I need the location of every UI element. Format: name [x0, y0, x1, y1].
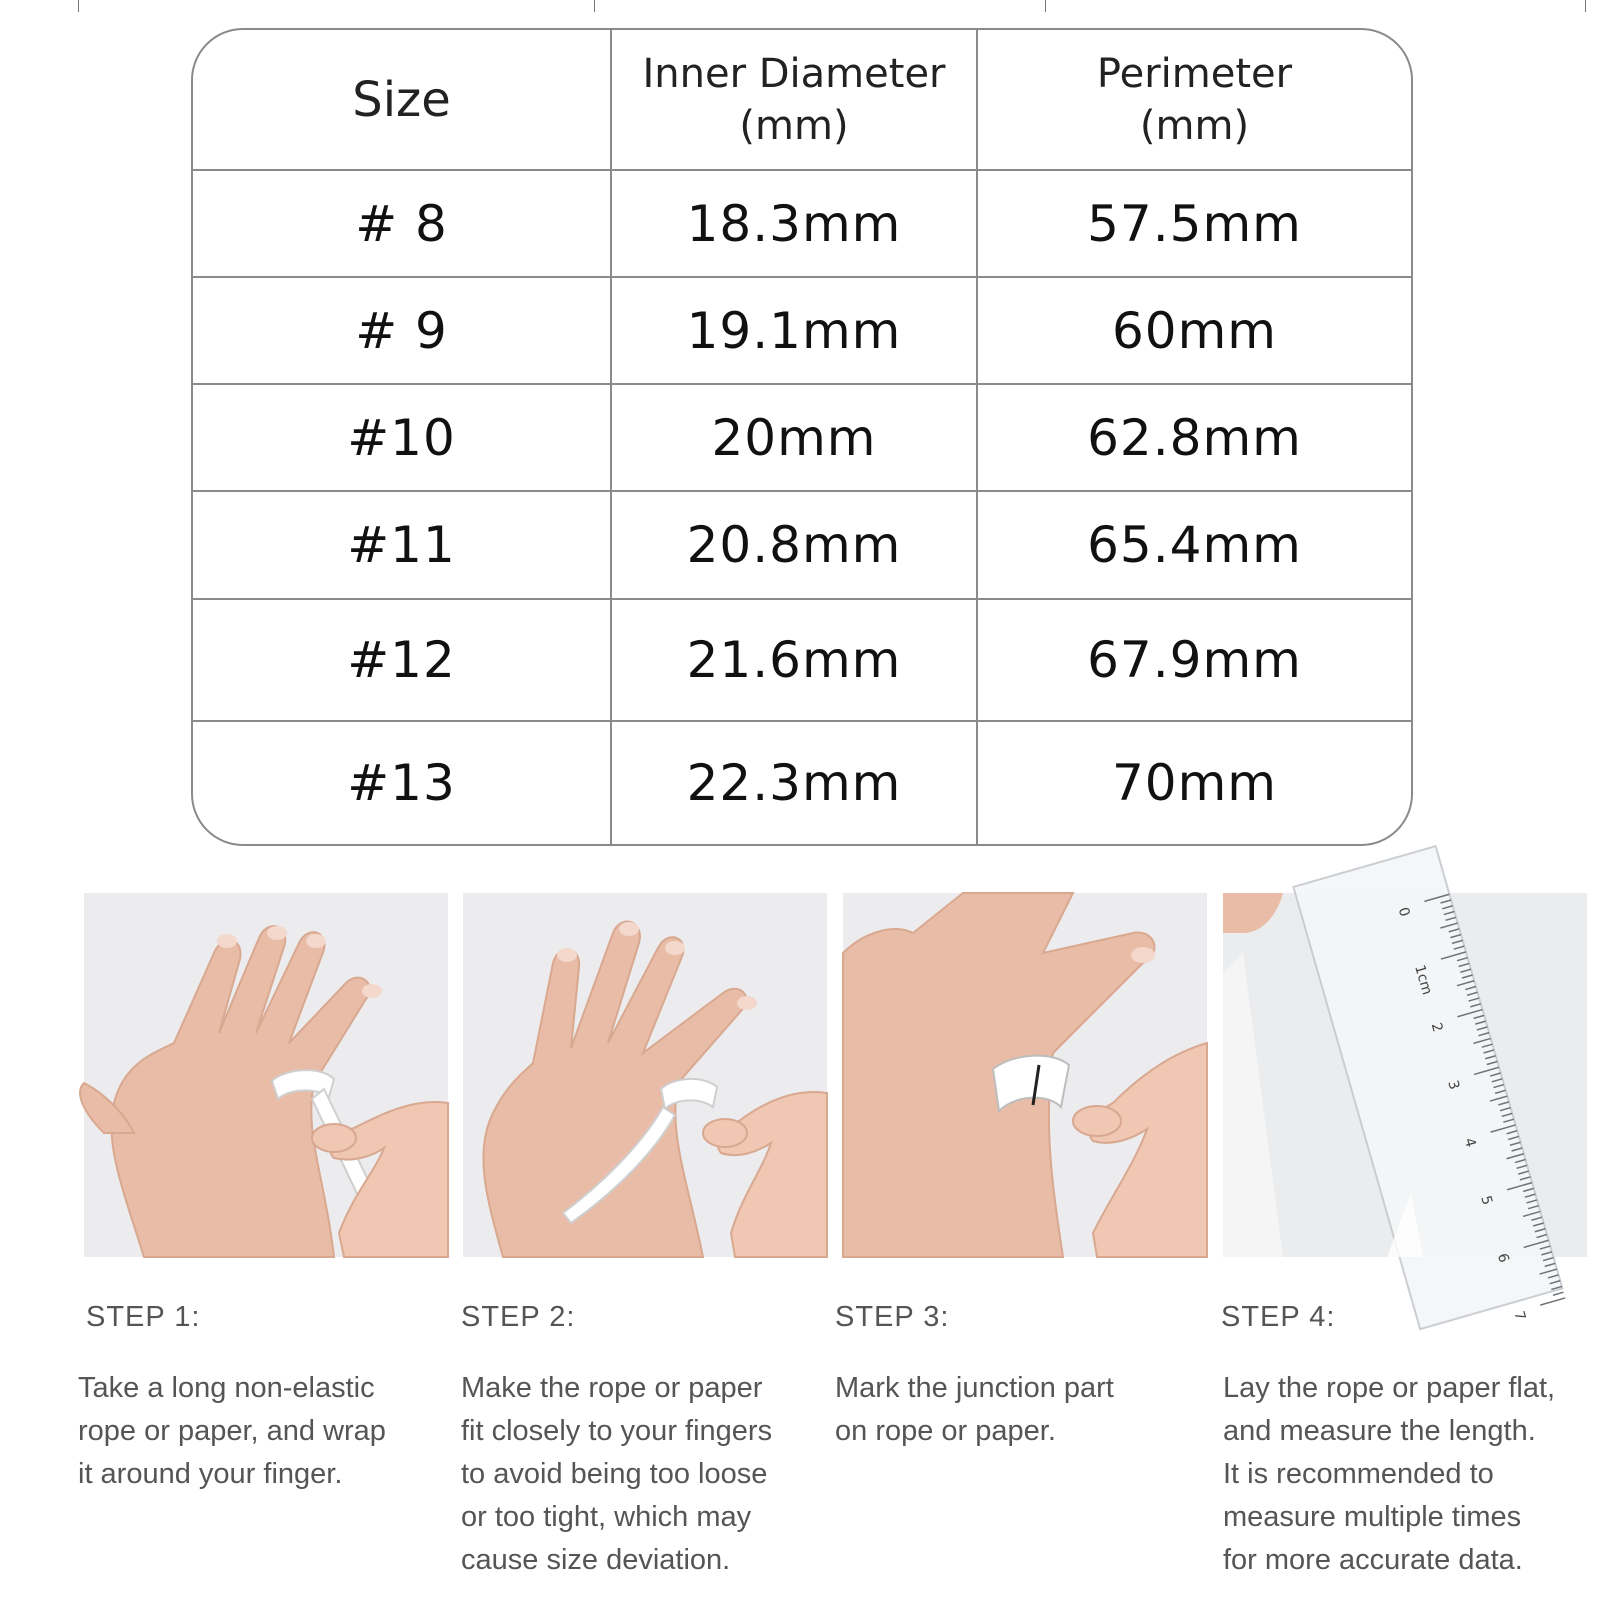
perimeter-cell: 65.4mm	[977, 491, 1411, 599]
step-3-line: Mark the junction part	[835, 1372, 1114, 1404]
table-row	[193, 277, 1411, 384]
step-2-photo	[463, 893, 827, 1257]
perimeter-header-title: Perimeter	[1096, 50, 1293, 97]
ruler-label: 7	[1510, 1309, 1529, 1323]
ruler-label: 1cm	[1411, 963, 1435, 997]
step-2-line: cause size deviation.	[461, 1544, 731, 1576]
step-1-description	[78, 1367, 458, 1496]
size-cell: #11	[193, 491, 611, 599]
inner-diameter-cell: 22.3mm	[611, 721, 977, 844]
ruler-label: 6	[1493, 1251, 1512, 1265]
inner-diameter-cell: 20mm	[611, 384, 977, 491]
ruler-tick	[1540, 1298, 1565, 1305]
size-cell: #13	[193, 721, 611, 844]
step-3-photo	[843, 893, 1207, 1257]
step-4-line: for more accurate data.	[1223, 1544, 1523, 1576]
step-1-line: it around your finger.	[78, 1458, 343, 1490]
step-2-line: or too tight, which may	[461, 1501, 752, 1533]
step-1	[78, 893, 448, 1490]
ruler-label: 2	[1427, 1020, 1446, 1034]
table-row	[193, 599, 1411, 721]
divider-tick	[1045, 0, 1046, 12]
step-1-line: Take a long non-elastic	[78, 1372, 375, 1404]
step-4-label: STEP 4:	[1221, 1301, 1336, 1333]
inner-diameter-cell: 20.8mm	[611, 491, 977, 599]
perimeter-cell: 67.9mm	[977, 599, 1411, 721]
perimeter-column-header	[977, 30, 1411, 170]
perimeter-cell: 62.8mm	[977, 384, 1411, 491]
hand-tightening-strip-image	[463, 893, 827, 1257]
step-1-photo	[84, 893, 448, 1257]
step-3-description	[835, 1367, 1215, 1453]
ruler-tick	[1553, 1292, 1564, 1295]
measuring-steps	[78, 893, 1600, 1600]
size-table	[193, 30, 1411, 844]
table-row	[193, 384, 1411, 491]
step-2-description	[461, 1367, 841, 1582]
step-3	[835, 893, 1207, 1447]
inner-diameter-cell: 19.1mm	[611, 277, 977, 384]
step-4-line: Lay the rope or paper flat,	[1223, 1372, 1556, 1404]
step-4-line: and measure the length.	[1223, 1415, 1536, 1447]
inner-diameter-column-header	[611, 30, 977, 170]
table-row	[193, 491, 1411, 599]
hand-wrapping-strip-image	[84, 893, 448, 1257]
inner-diameter-cell: 18.3mm	[611, 170, 977, 277]
step-2-line: Make the rope or paper	[461, 1372, 763, 1404]
divider-tick	[1585, 0, 1586, 12]
inner-diameter-header-unit: (mm)	[739, 102, 849, 149]
step-4	[1221, 893, 1587, 1576]
table-row	[193, 721, 1411, 844]
perimeter-header-unit: (mm)	[1139, 102, 1250, 149]
hand-marking-strip-image	[843, 893, 1207, 1257]
size-cell: #12	[193, 599, 611, 721]
table-row	[193, 170, 1411, 277]
table-header-row	[193, 30, 1411, 170]
step-2	[461, 893, 827, 1576]
step-1-line: rope or paper, and wrap	[78, 1415, 386, 1447]
perimeter-cell: 57.5mm	[977, 170, 1411, 277]
perimeter-cell: 60mm	[977, 277, 1411, 384]
divider-tick	[594, 0, 595, 12]
step-3-label: STEP 3:	[835, 1301, 950, 1333]
top-divider-ticks	[0, 0, 1600, 12]
step-2-line: to avoid being too loose	[461, 1458, 768, 1490]
size-cell: # 9	[193, 277, 611, 384]
ruler-label: 4	[1460, 1136, 1479, 1150]
ruler-label: 0	[1394, 905, 1413, 919]
perimeter-cell: 70mm	[1111, 754, 1278, 812]
step-2-label: STEP 2:	[461, 1301, 576, 1333]
inner-diameter-cell: 21.6mm	[611, 599, 977, 721]
size-cell: #10	[193, 384, 611, 491]
divider-tick	[78, 0, 79, 12]
ring-size-chart	[191, 28, 1413, 846]
ruler-label: 5	[1477, 1193, 1496, 1207]
ruler-label: 3	[1444, 1078, 1463, 1092]
inner-diameter-header-title: Inner Diameter	[642, 50, 946, 97]
size-cell: # 8	[193, 170, 611, 277]
step-3-line: on rope or paper.	[835, 1415, 1056, 1447]
size-column-header: Size	[193, 30, 611, 170]
step-4-description	[1223, 1367, 1603, 1582]
step-2-line: fit closely to your fingers	[461, 1415, 773, 1447]
step-1-label: STEP 1:	[86, 1301, 201, 1333]
step-4-line: measure multiple times	[1223, 1501, 1522, 1533]
step-4-line: It is recommended to	[1223, 1458, 1494, 1490]
